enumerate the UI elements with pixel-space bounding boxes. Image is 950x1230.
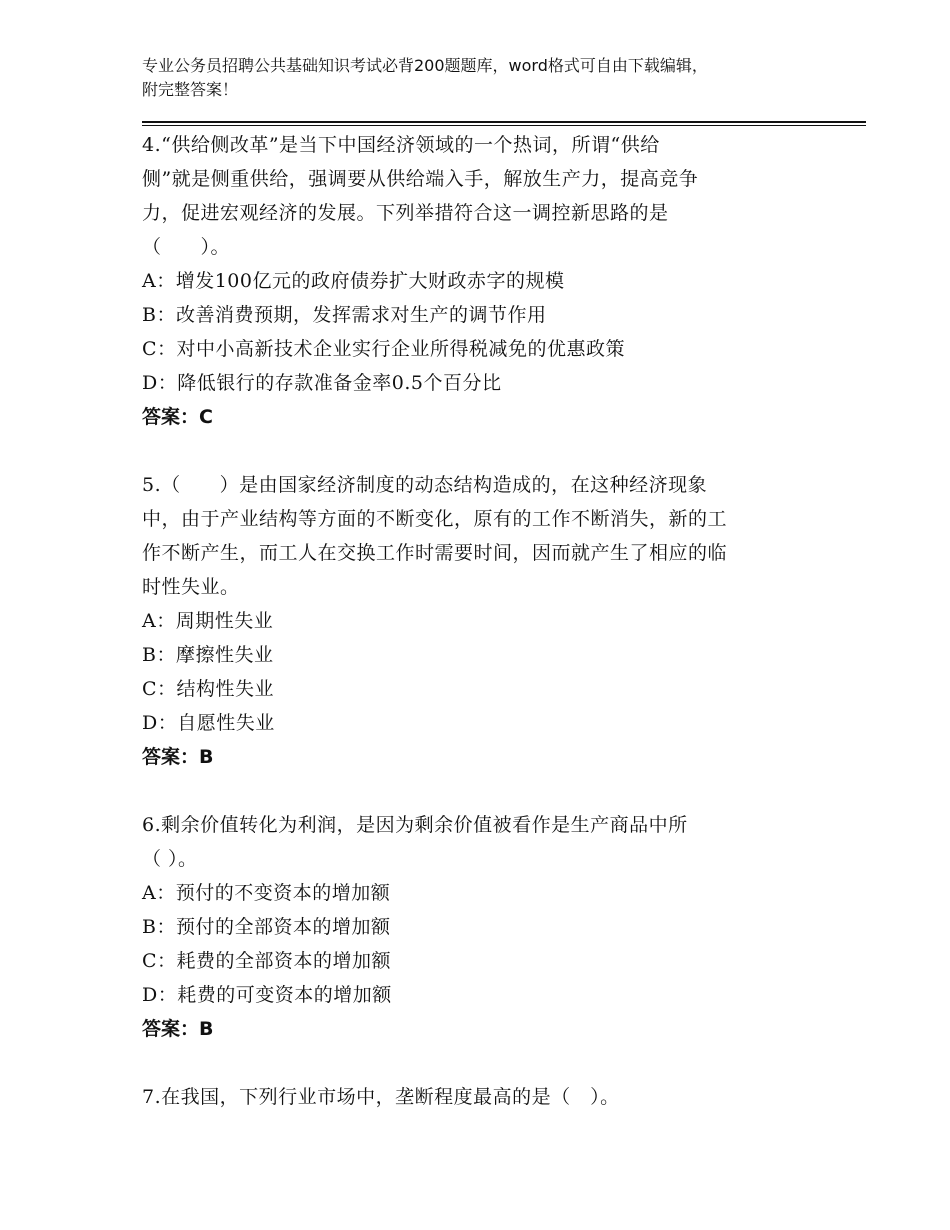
answer: 答案：C <box>142 406 213 428</box>
option-a: A：周期性失业 <box>142 610 274 632</box>
header-line-2: 附完整答案！ <box>142 80 239 99</box>
option-a: A：预付的不变资本的增加额 <box>142 882 391 904</box>
header-rule-thin <box>142 125 866 126</box>
option-d: D：降低银行的存款准备金率0.5个百分比 <box>142 372 502 394</box>
option-c: C：结构性失业 <box>142 678 275 700</box>
question-stem-line: 7.在我国，下列行业市场中，垄断程度最高的是（ ）。 <box>142 1086 620 1108</box>
option-b: B：改善消费预期，发挥需求对生产的调节作用 <box>142 304 547 326</box>
header-line-1: 专业公务员招聘公共基础知识考试必背200题题库，word格式可自由下载编辑， <box>142 56 708 75</box>
question-6 <box>142 808 802 1046</box>
answer: 答案：B <box>142 1018 214 1040</box>
question-stem-line: 中，由于产业结构等方面的不断变化，原有的工作不断消失，新的工 <box>142 508 728 530</box>
question-4 <box>142 128 802 434</box>
question-stem-line: （ ）。 <box>142 236 231 258</box>
option-d: D：自愿性失业 <box>142 712 275 734</box>
question-stem-line: 5.（ ）是由国家经济制度的动态结构造成的，在这种经济现象 <box>142 474 708 496</box>
header-rule-thick <box>142 121 866 123</box>
question-stem-line: 6.剩余价值转化为利润，是因为剩余价值被看作是生产商品中所 <box>142 814 688 836</box>
option-c: C：对中小高新技术企业实行企业所得税减免的优惠政策 <box>142 338 626 360</box>
question-5 <box>142 468 802 774</box>
question-stem-line: 时性失业。 <box>142 576 240 598</box>
document-header <box>142 54 822 102</box>
question-stem-line: 4.“供给侧改革”是当下中国经济领域的一个热词，所谓“供给 <box>142 134 660 156</box>
question-7 <box>142 1080 802 1114</box>
option-c: C：耗费的全部资本的增加额 <box>142 950 392 972</box>
question-stem-line: 作不断产生，而工人在交换工作时需要时间，因而就产生了相应的临 <box>142 542 728 564</box>
question-stem-line: （ ）。 <box>142 848 198 870</box>
question-stem-line: 力，促进宏观经济的发展。下列举措符合这一调控新思路的是 <box>142 202 669 224</box>
option-b: B：摩擦性失业 <box>142 644 274 666</box>
option-a: A：增发100亿元的政府债券扩大财政赤字的规模 <box>142 270 565 292</box>
option-d: D：耗费的可变资本的增加额 <box>142 984 392 1006</box>
answer: 答案：B <box>142 746 214 768</box>
question-stem-line: 侧”就是侧重供给，强调要从供给端入手，解放生产力，提高竞争 <box>142 168 699 190</box>
option-b: B：预付的全部资本的增加额 <box>142 916 391 938</box>
